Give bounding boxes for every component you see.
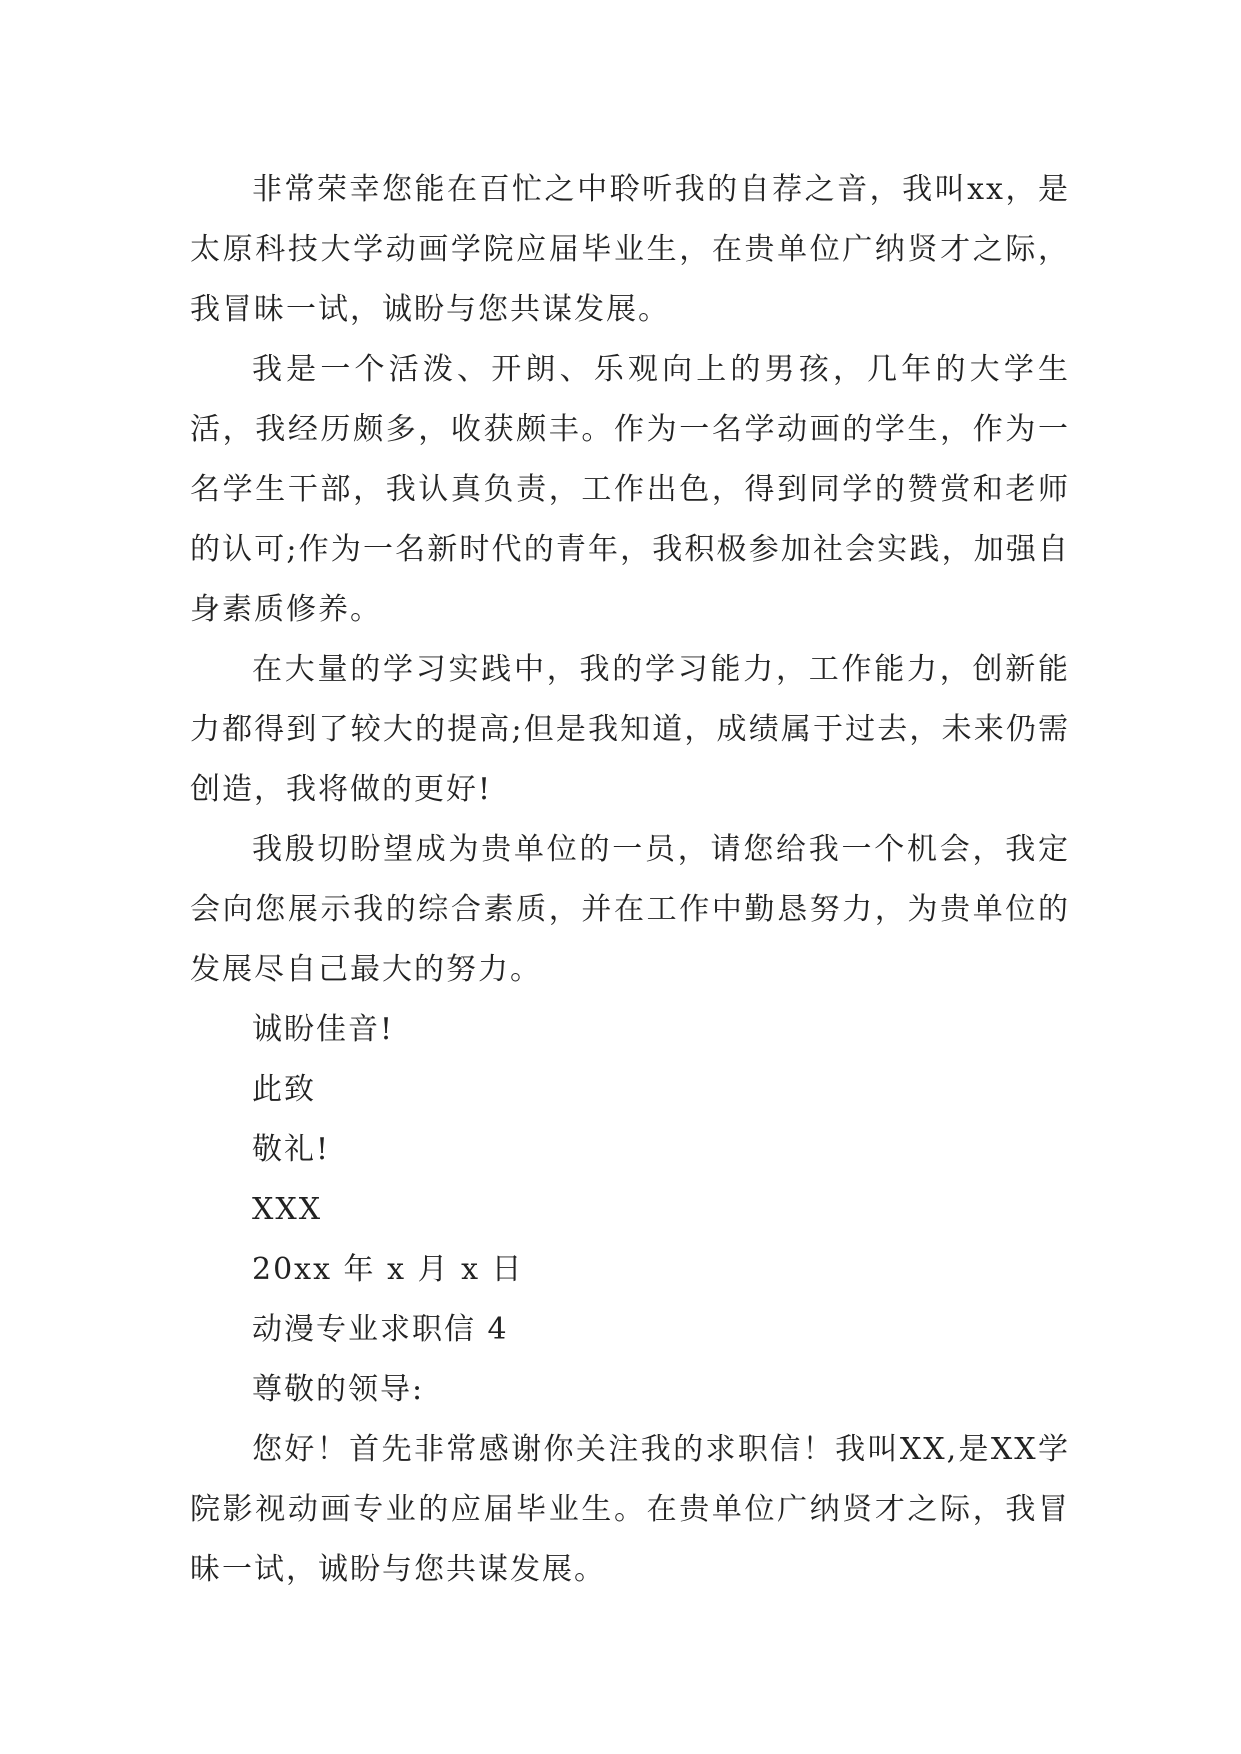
closing-hope: 诚盼佳音! [252,1012,395,1047]
salutation: 尊敬的领导: [252,1372,425,1407]
section-title: 动漫专业求职信 4 [252,1312,509,1347]
paragraph-introduction: 非常荣幸您能在百忙之中聆听我的自荐之音，我叫xx，是太原科技大学动画学院应届毕业生，在贵单位广纳贤才之际，我冒昧一试，诚盼与您共谋发展。 [190,172,1070,327]
paragraph-opening: 您好！首先非常感谢你关注我的求职信！我叫XX,是XX学院影视动画专业的应届毕业生。在贵单位广纳贤才之际，我冒昧一试，诚盼与您共谋发展。 [190,1432,1070,1587]
paragraph-request: 我殷切盼望成为贵单位的一员，请您给我一个机会，我定会向您展示我的综合素质，并在工作中勤恳努力，为贵单位的发展尽自己最大的努力。 [190,832,1070,987]
paragraph-abilities: 在大量的学习实践中，我的学习能力，工作能力，创新能力都得到了较大的提高;但是我知道，成绩属于过去，未来仍需创造，我将做的更好! [190,652,1070,807]
paragraph-personality: 我是一个活泼、开朗、乐观向上的男孩，几年的大学生活，我经历颇多，收获颇丰。作为一名学动画的学生，作为一名学生干部，我认真负责，工作出色，得到同学的赞赏和老师的认可;作为一名新时代的青年，我积极参加社会实践，加强自身素质修养。 [190,352,1070,627]
letter-date: 20xx 年 x 月 x 日 [252,1252,524,1287]
document-body [190,160,1070,1600]
signature: XXX [252,1192,323,1227]
closing-jingli: 敬礼! [252,1132,331,1167]
closing-cizhi: 此致 [252,1072,316,1107]
